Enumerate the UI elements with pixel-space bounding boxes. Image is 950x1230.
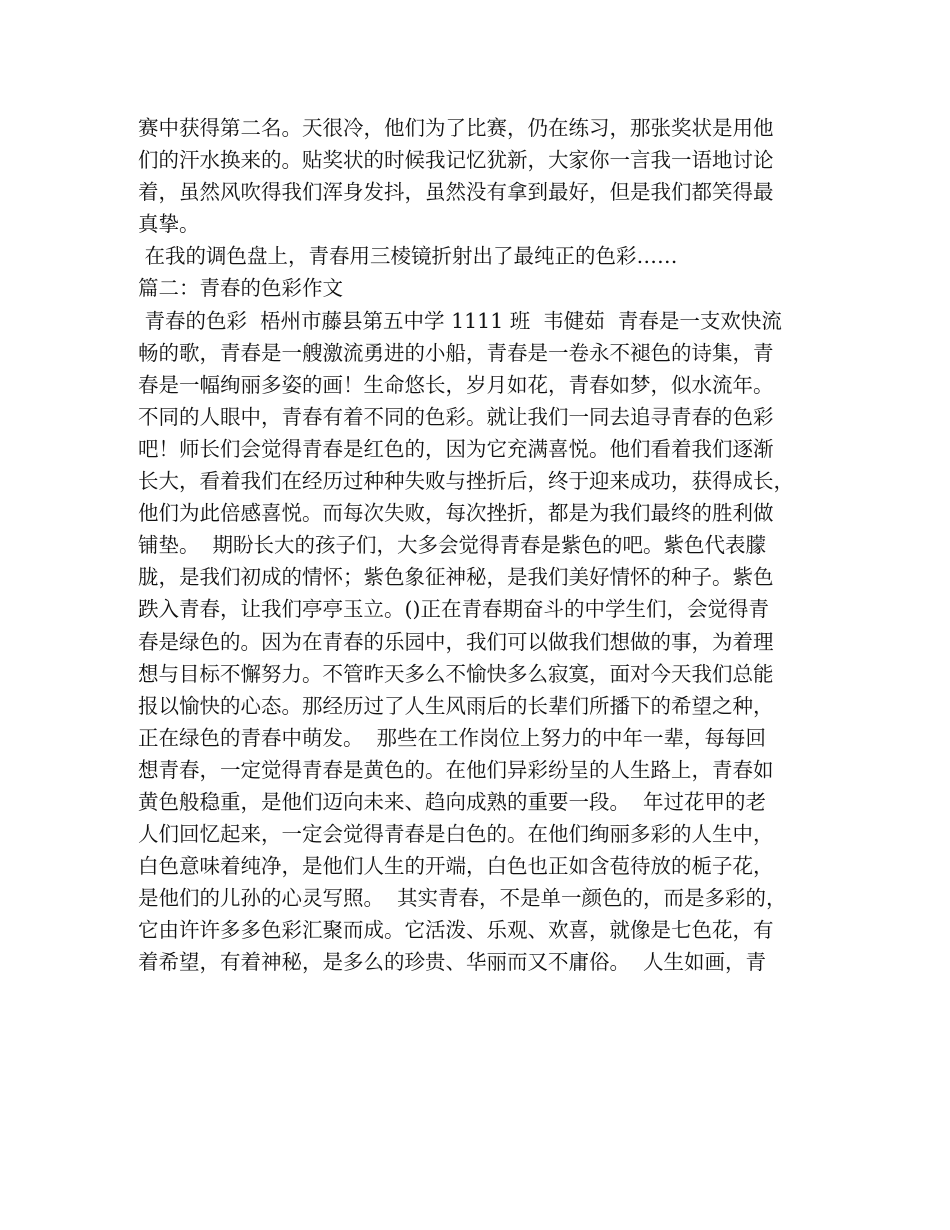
text-line: 着希望，有着神秘，是多么的珍贵、华丽而又不庸俗。 人生如画，青	[138, 950, 767, 975]
document-body	[138, 112, 828, 979]
text-line: 铺垫。 期盼长大的孩子们，大多会觉得青春是紫色的吧。紫色代表朦	[138, 533, 767, 558]
text-line: 黄色般稳重，是他们迈向未来、趋向成熟的重要一段。 年过花甲的老	[138, 789, 767, 814]
text-line: 春是绿色的。因为在青春的乐园中，我们可以做我们想做的事，为着理	[138, 629, 774, 654]
section-heading: 篇二：青春的色彩作文	[138, 276, 343, 301]
text-line: 春是一幅绚丽多姿的画！生命悠长，岁月如花，青春如梦，似水流年。	[138, 372, 774, 397]
text-line: 人们回忆起来，一定会觉得青春是白色的。在他们绚丽多彩的人生中，	[138, 822, 774, 847]
text-line: 想青春，一定觉得青春是黄色的。在他们异彩纷呈的人生路上，青春如	[138, 757, 774, 782]
text-line: 是他们的儿孙的心灵写照。 其实青春，不是单一颜色的，而是多彩的，	[138, 886, 787, 911]
text-line: 白色意味着纯净，是他们人生的开端，白色也正如含苞待放的栀子花，	[138, 854, 774, 879]
text-line: 青春的色彩 梧州市藤县第五中学 1111 班 韦健茹 青春是一支欢快流	[138, 308, 782, 333]
text-line: 胧，是我们初成的情怀；紫色象征神秘，是我们美好情怀的种子。紫色	[138, 565, 774, 590]
text-line: 它由许许多多色彩汇聚而成。它活泼、乐观、欢喜，就像是七色花，有	[138, 918, 774, 943]
text-line: 畅的歌，青春是一艘激流勇进的小船，青春是一卷永不褪色的诗集，青	[138, 340, 774, 365]
text-line: 不同的人眼中，青春有着不同的色彩。就让我们一同去追寻青春的色彩	[138, 404, 774, 429]
text-line: 在我的调色盘上，青春用三棱镜折射出了最纯正的色彩……	[138, 244, 678, 269]
text-line: 跌入青春，让我们亭亭玉立。()正在青春期奋斗的中学生们，会觉得青	[138, 597, 769, 622]
text-line: 想与目标不懈努力。不管昨天多么不愉快多么寂寞，面对今天我们总能	[138, 661, 774, 686]
text-line: 长大，看着我们在经历过种种失败与挫折后，终于迎来成功，获得成长，	[138, 469, 794, 494]
text-line: 赛中获得第二名。天很冷，他们为了比赛，仍在练习，那张奖状是用他	[138, 116, 774, 140]
text-line: 报以愉快的心态。那经历过了人生风雨后的长辈们所播下的希望之种，	[138, 693, 774, 718]
text-line: 正在绿色的青春中萌发。 那些在工作岗位上努力的中年一辈，每每回	[138, 725, 767, 750]
text-line: 真挚。	[138, 212, 200, 237]
text-line: 着，虽然风吹得我们浑身发抖，虽然没有拿到最好，但是我们都笑得最	[138, 180, 774, 205]
text-line: 们的汗水换来的。贴奖状的时候我记忆犹新，大家你一言我一语地讨论	[138, 148, 774, 173]
text-line: 吧！师长们会觉得青春是红色的，因为它充满喜悦。他们看着我们逐渐	[138, 436, 774, 461]
text-line: 他们为此倍感喜悦。而每次失败，每次挫折，都是为我们最终的胜利做	[138, 501, 774, 526]
